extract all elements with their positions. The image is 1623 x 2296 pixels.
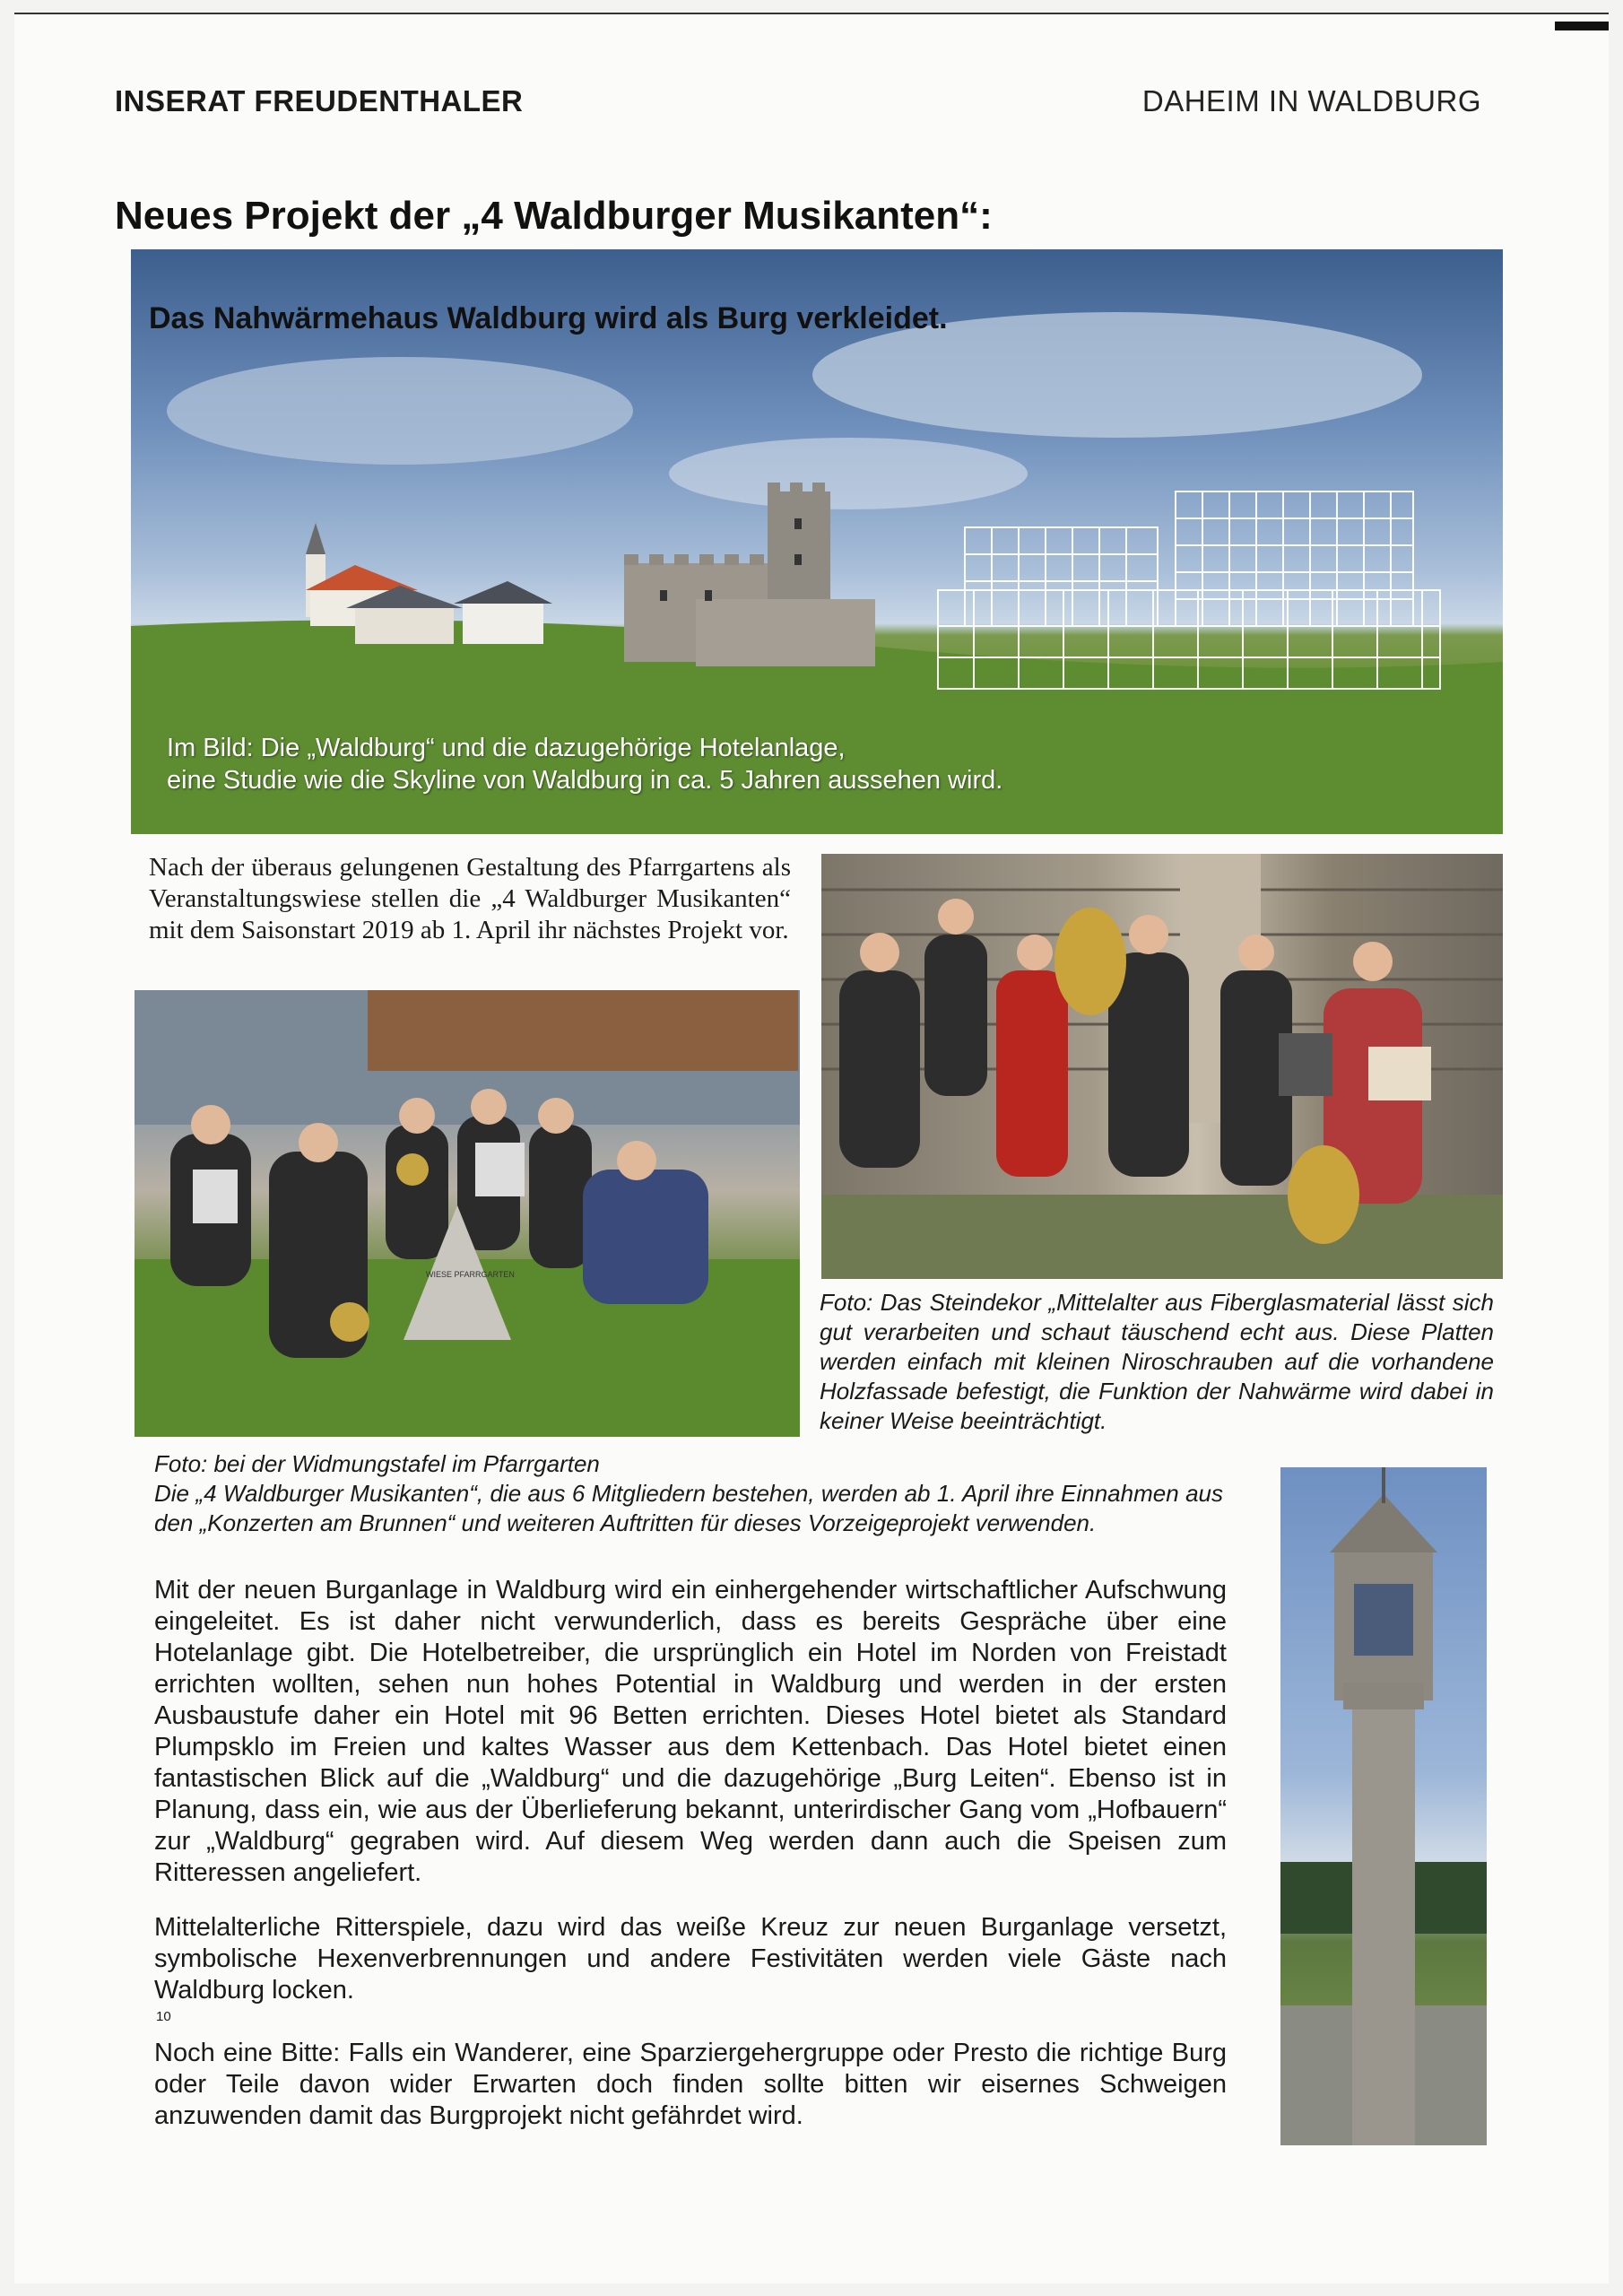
- header-right: DAHEIM IN WALDBURG: [1141, 84, 1481, 117]
- photo-musicians-at-plaque-illustration: [135, 990, 800, 1437]
- photo2-caption: Foto: Das Steindekor „Mittelalter aus Fiberglasmaterial lässt sich gut verarbeiten und schaut täuschend echt aus. Diese Platten werden einfach mit kleinen Niroschrauben auf die vorhandene Holzfassade befestigt, die Funktion der Nahwärme wird dabei in keiner Weise beeinträchtigt.: [820, 1289, 1494, 1434]
- intro-paragraph: Nach der überaus gelungenen Gestaltung des Pfarrgartens als Veranstaltungswiese stellen die „4 Waldburger Musikanten“ mit dem Saisonstart 2019 ab 1. April ihr nächstes Projekt vor.: [149, 853, 791, 944]
- page-number: 10: [156, 2009, 171, 2024]
- paragraph-2: Mittelalterliche Ritterspiele, dazu wird das weiße Kreuz zur neuen Burganlage versetzt, symbolische Hexenverbrennungen und andere Festivitäten werden viele Gäste nach Waldburg locken.: [154, 1913, 1227, 2005]
- hero-caption-line-1: Im Bild: Die „Waldburg“ und die dazugehörige Hotelanlage,: [167, 734, 846, 762]
- paragraph-1: Mit der neuen Burganlage in Waldburg wird ein einhergehender wirtschaftlicher Aufschwung eingeleitet. Es ist daher nicht verwunderlich, dass es bereits Gespräche über eine Hotelanlage gibt. Die Hotelbetreiber, die ursprünglich ein Hotel im Norden von Freistadt errichten wollten, sehen nun hohes Potential in Waldburg und werden in der ersten Ausbaustufe daher ein Hotel mit 96 Betten errichten. Dieses Hotel bietet als Standard Plumpsklo im Freien und kaltes Wasser aus dem Kettenbach. Das Hotel bietet einen fantastischen Blick auf die „Waldburg“ und die dazugehörige „Burg Leiten“. Ebenso ist in Planung, dass ein, wie aus der Überlieferung bekannt, unterirdischer Gang vom „Hofbauern“ zur „Waldburg“ gegraben wird. Auf diesem Weg werden dann auch die Speisen zum Ritteressen angeliefert.: [154, 1576, 1227, 1887]
- header-left: INSERAT FREUDENTHALER: [115, 84, 524, 117]
- scan-corner-mark: [1555, 22, 1609, 30]
- photo-wayside-shrine: [1280, 1467, 1487, 2145]
- hero-subtitle: Das Nahwärmehaus Waldburg wird als Burg verkleidet.: [149, 301, 948, 335]
- photo-musicians-at-wall: [821, 854, 1503, 1279]
- plaque-text: WIESE PFARRGARTEN: [426, 1270, 515, 1279]
- article-title: Neues Projekt der „4 Waldburger Musikanten“:: [115, 194, 993, 238]
- hero-caption-line-2: eine Studie wie die Skyline von Waldburg in ca. 5 Jahren aussehen wird.: [167, 766, 1003, 795]
- photo-wayside-shrine-illustration: [1280, 1467, 1487, 2145]
- photo1-caption-body: Die „4 Waldburger Musikanten“, die aus 6 Mitgliedern bestehen, werden ab 1. April ihre Einnahmen aus den „Konzerten am Brunnen“ und weiteren Auftritten für dieses Vorzeigeprojekt verwenden.: [154, 1480, 1223, 1536]
- paragraph-3: Noch eine Bitte: Falls ein Wanderer, eine Sparziergehergruppe oder Presto die richtige Burg oder Teile davon wider Erwarten doch finden sollte bitten wir eisernes Schweigen anzuwenden damit das Burgprojekt nicht gefährdet wird.: [154, 2039, 1227, 2130]
- photo-musicians-at-wall-illustration: [821, 854, 1503, 1279]
- hero-image-castle-hotel: [131, 249, 1503, 834]
- magazine-page: [14, 13, 1609, 2283]
- photo1-caption: [154, 1449, 1230, 1538]
- photo-musicians-at-plaque: [135, 990, 800, 1437]
- hero-caption: [167, 732, 1002, 796]
- photo1-caption-title: Foto: bei der Widmungstafel im Pfarrgarten: [154, 1450, 600, 1477]
